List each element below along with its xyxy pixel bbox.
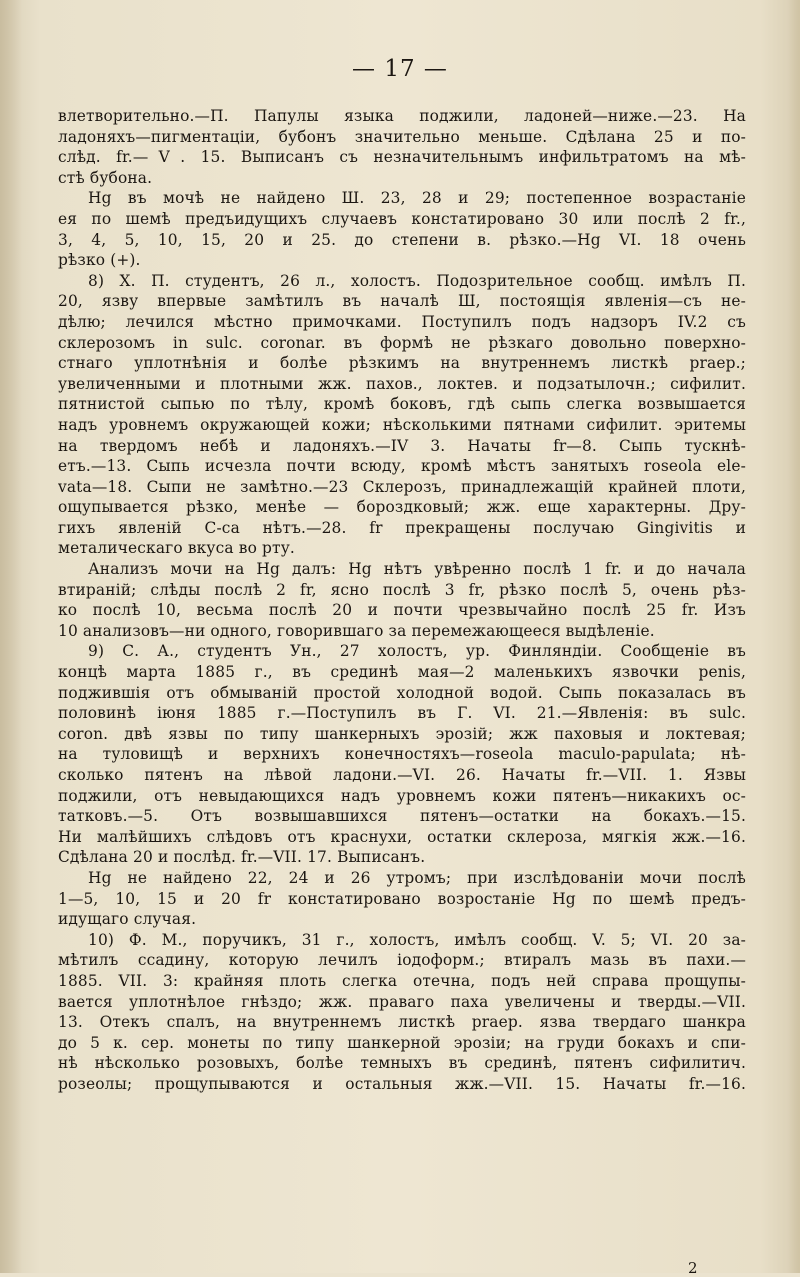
text-line: увеличенными и плотными жж. пахов., локтев. и подзатылочн.; сифилит.	[58, 374, 746, 393]
text-line: рѣзко (+).	[58, 251, 141, 270]
text-line: Анализъ мочи на Hg далъ: Hg нѣтъ увѣренно послѣ 1 fr. и до начала	[88, 560, 746, 579]
text-line: 8) Х. П. студентъ, 26 л., холостъ. Подозрительное сообщ. имѣлъ П.	[88, 271, 746, 290]
text-line: мѣтилъ ссадину, которую лечилъ іодоформ.; втиралъ мазь въ пахи.—	[58, 951, 746, 970]
text-line: половинѣ іюня 1885 г.—Поступилъ въ Г. VI. 21.—Явленія: въ sulc.	[58, 704, 746, 723]
text-line: сколько пятенъ на лѣвой ладони.—VI. 26. Начаты fr.—VII. 1. Язвы	[58, 766, 746, 784]
text-line: vata—18. Сыпи не замѣтно.—23 Склерозъ, принадлежащій крайней плоти,	[58, 477, 746, 496]
text-line: 9) С. А., студентъ Ун., 27 холостъ, ур. Финляндіи. Сообщеніе въ	[88, 642, 746, 661]
text-line: 1—5, 10, 15 и 20 fr констатировано возростаніе Hg по шемѣ предъ-	[58, 889, 746, 908]
page-number: — 17 —	[352, 56, 448, 82]
text-line: ладоняхъ—пигментаціи, бубонъ значительно меньше. Сдѣлана 25 и по-	[58, 127, 746, 146]
text-line: 20, язву впервые замѣтилъ въ началѣ Ш, постоящія явленія—съ не-	[58, 292, 746, 311]
text-line: 3, 4, 5, 10, 15, 20 и 25. до степени в. рѣзко.—Hg VI. 18 очень	[58, 230, 746, 249]
text-line: Hg въ мочѣ не найдено Ш. 23, 28 и 29; постепенное возрастаніе	[88, 189, 746, 208]
signature-mark: 2	[688, 1259, 698, 1277]
text-line: дѣлю; лечился мѣстно примочками. Поступилъ подъ надзоръ IV.2 съ	[58, 312, 746, 331]
binding-shadow	[0, 0, 22, 1273]
text-line: 1885. VII. 3: крайняя плоть слегка отечна, подъ ней справа прощупы-	[58, 971, 746, 990]
text-line: Ни малѣйшихъ слѣдовъ отъ краснухи, остатки склероза, мягкія жж.—16.	[58, 827, 746, 846]
text-line: ея по шемѣ предъидущихъ случаевъ констатировано 30 или послѣ 2 fr.,	[58, 209, 746, 228]
text-line: поджили, отъ невыдающихся надъ уровнемъ кожи пятенъ—никакихъ ос-	[58, 786, 746, 805]
text-line: поджившія отъ обмываній простой холодной водой. Сыпь показалась въ	[58, 683, 746, 702]
text-line: Сдѣлана 20 и послѣд. fr.—VII. 17. Выписанъ.	[58, 848, 426, 867]
text-line: coron. двѣ язвы по типу шанкерныхъ эрозій; жж паховыя и локтевая;	[58, 724, 746, 743]
text-line: втираній; слѣды послѣ 2 fr, ясно послѣ 3 fr, рѣзко послѣ 5, очень рѣз-	[58, 580, 746, 599]
text-line: Hg не найдено 22, 24 и 26 утромъ; при изслѣдованіи мочи послѣ	[88, 868, 746, 887]
text-line: концѣ марта 1885 г., въ срединѣ мая—2 маленькихъ язвочки penis,	[58, 663, 746, 682]
text-line: ко послѣ 10, весьма послѣ 20 и почти чрезвычайно послѣ 25 fr. Изъ	[58, 601, 746, 620]
text-line: склерозомъ in sulc. coronar. въ формѣ не рѣзкаго довольно поверхно-	[58, 333, 746, 352]
text-line: надъ уровнемъ окружающей кожи; нѣсколькими пятнами сифилит. эритемы	[58, 415, 746, 434]
text-line: металическаго вкуса во рту.	[58, 539, 295, 558]
text-line: стнаго уплотнѣнія и болѣе рѣзкимъ на внутреннемъ листкѣ praep.;	[58, 354, 746, 373]
text-line: 10 анализовъ—ни одного, говорившаго за перемежающееся выдѣленіе.	[58, 621, 655, 640]
text-line: влетворительно.—П. Папулы языка поджили, ладоней—ниже.—23. На	[58, 107, 746, 125]
text-line: гихъ явленій С-са нѣтъ.—28. fr прекращены послучаю Gingivitis и	[58, 518, 746, 537]
text-line: ощупывается рѣзко, менѣе — бороздковый; жж. еще характерны. Дру-	[58, 498, 746, 517]
text-line: идущаго случая.	[58, 910, 197, 929]
page-edge	[788, 0, 800, 1273]
text-line: пятнистой сыпью по тѣлу, кромѣ боковъ, гдѣ сыпь слегка возвышается	[58, 395, 746, 414]
text-line: на твердомъ небѣ и ладоняхъ.—IV 3. Начаты fr—8. Сыпь тускнѣ-	[58, 436, 746, 455]
text-line: розеолы; прощупываются и остальныя жж.—VII. 15. Начаты fr.—16.	[58, 1074, 746, 1093]
text-line: на туловищѣ и верхнихъ конечностяхъ—roseola maculo-papulata; нѣ-	[58, 745, 746, 764]
text-line: до 5 к. сер. монеты по типу шанкерной эрозіи; на груди бокахъ и спи-	[58, 1033, 746, 1052]
text-line: 10) Ф. М., поручикъ, 31 г., холостъ, имѣлъ сообщ. V. 5; VI. 20 за-	[88, 930, 746, 949]
text-line: татковъ.—5. Отъ возвышавшихся пятенъ—остатки на бокахъ.—15.	[58, 807, 746, 826]
text-line: нѣ нѣсколько розовыхъ, болѣе темныхъ въ срединѣ, пятенъ сифилитич.	[58, 1054, 746, 1073]
text-line: вается уплотнѣлое гнѣздо; жж. праваго паха увеличены и тверды.—VII.	[58, 992, 746, 1011]
text-line: стѣ бубона.	[58, 168, 153, 187]
text-line: 13. Отекъ спалъ, на внутреннемъ листкѣ praep. язва твердаго шанкра	[58, 1013, 746, 1032]
text-line: етъ.—13. Сыпь исчезла почти всюду, кромѣ мѣстъ занятыхъ roseola ele-	[58, 457, 746, 476]
text-line: слѣд. fr.—Ⅴ. 15. Выписанъ съ незначительнымъ инфильтратомъ на мѣ-	[58, 148, 746, 167]
body-text	[58, 106, 746, 1095]
